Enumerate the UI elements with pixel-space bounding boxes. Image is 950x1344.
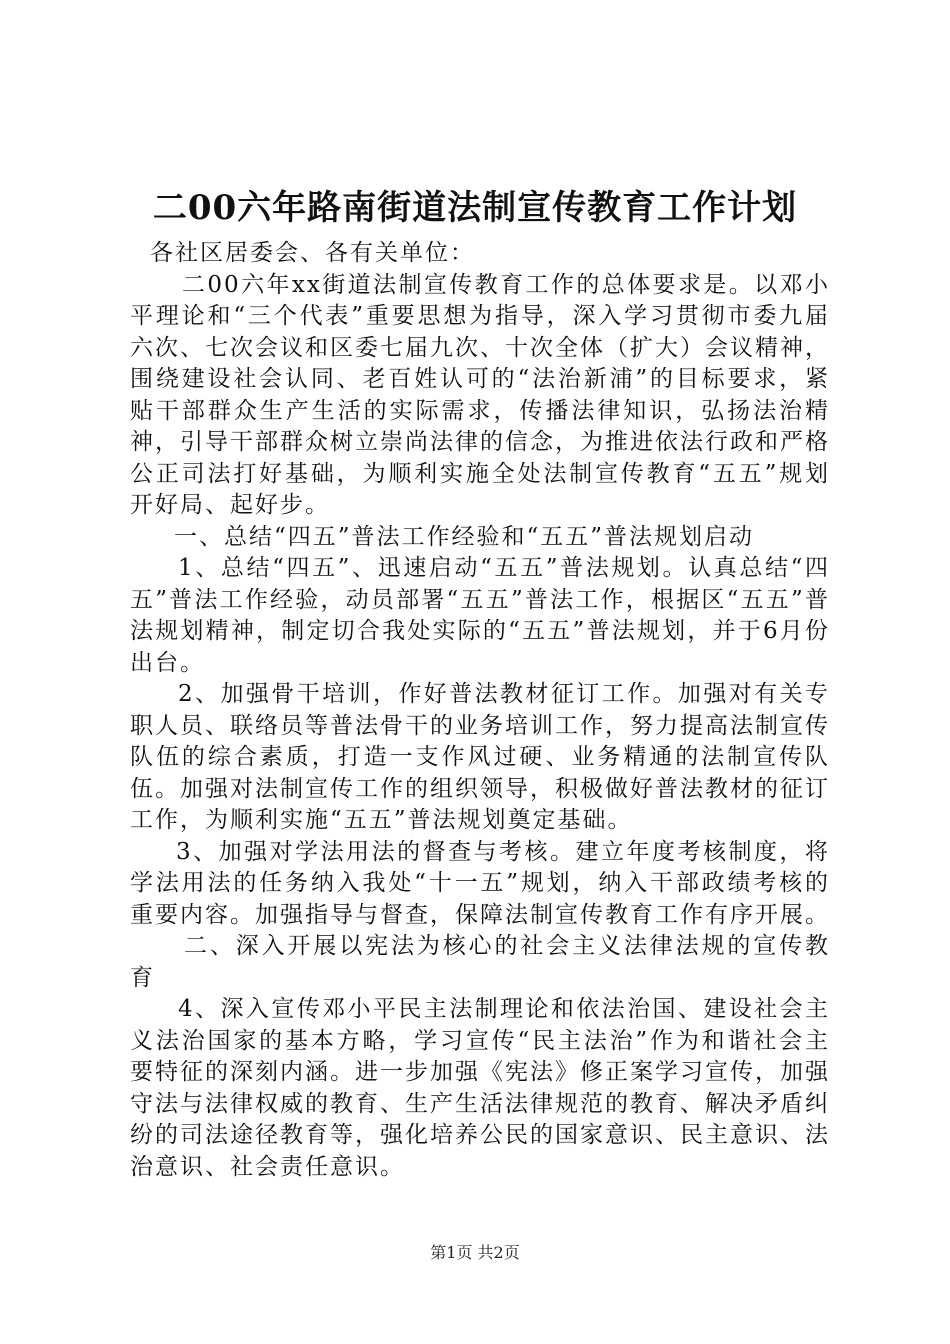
document-title: 二00六年路南街道法制宣传教育工作计划 — [152, 188, 798, 228]
item-paragraph-2: 2、加强骨干培训，作好普法教材征订工作。加强对有关专职人员、联络员等普法骨干的业务培训工作，努力提高法制宣传队伍的综合素质，打造一支作风过硬、业务精通的法制宣传队伍。加强对法制宣传工作的组织领导，积极做好普法教材的征订工作，为顺利实施“五五”普法规划奠定基础。 — [130, 681, 830, 833]
item-paragraph-4: 4、深入宣传邓小平民主法制理论和依法治国、建设社会主义法治国家的基本方略，学习宣传“民主法治”作为和谐社会主要特征的深刻内涵。进一步加强《宪法》修正案学习宣传，加强守法与法律权威的教育、生产生活法律规范的教育、解决矛盾纠纷的司法途径教育等，强化培养公民的国家意识、民主意识、法治意识、社会责任意识。 — [130, 996, 830, 1180]
page-footer: 第1页 共2页 — [430, 1243, 520, 1262]
item-paragraph-1: 1、总结“四五”、迅速启动“五五”普法规划。认真总结“四五”普法工作经验，动员部署“五五”普法工作，根据区“五五”普法规划精神，制定切合我处实际的“五五”普法规划，并于6月份出台。 — [130, 555, 830, 676]
document-body — [130, 238, 830, 1183]
item-paragraph-3: 3、加强对学法用法的督查与考核。建立年度考核制度，将学法用法的任务纳入我处“十一五”规划，纳入干部政绩考核的重要内容。加强指导与督查，保障法制宣传教育工作有序开展。 — [130, 838, 830, 928]
salutation: 各社区居委会、各有关单位： — [150, 240, 475, 266]
section-heading-2: 二、深入开展以宪法为核心的社会主义法律法规的宣传教育 — [130, 933, 830, 991]
intro-paragraph: 二00六年xx街道法制宣传教育工作的总体要求是。以邓小平理论和“三个代表”重要思想为指导，深入学习贯彻市委九届六次、七次会议和区委七届九次、十次全体（扩大）会议精神，围绕建设社会认同、老百姓认可的“法治新浦”的目标要求，紧贴干部群众生产生活的实际需求，传播法律知识，弘扬法治精神，引导干部群众树立崇尚法律的信念，为推进依法行政和严格公正司法打好基础，为顺利实施全处法制宣传教育“五五”规划开好局、起好步。 — [130, 271, 830, 518]
section-heading-1: 一、总结“四五”普法工作经验和“五五”普法规划启动 — [174, 523, 755, 550]
